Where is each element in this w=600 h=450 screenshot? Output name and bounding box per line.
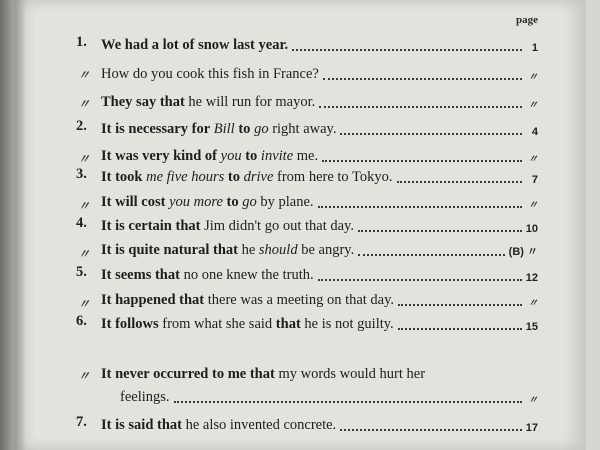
leader-dots [398, 328, 522, 330]
ditto-mark: 〃 [78, 247, 91, 261]
page-number: 4 [531, 126, 538, 138]
entry-bold: It was very kind of [101, 148, 218, 164]
entry-bold: to [226, 194, 239, 210]
leader-dots [318, 279, 522, 281]
page-number: 〃 [528, 298, 538, 309]
leader-dots [397, 181, 522, 183]
entry-bold: that [275, 316, 301, 332]
entry-number: 1. [76, 34, 87, 50]
entry-bold: They say that [101, 94, 185, 110]
entry-bold: It will cost [101, 194, 166, 210]
entry-text: Jim didn't go out that day. [204, 218, 354, 234]
ditto-mark: 〃 [78, 68, 91, 82]
entry-text: he also invented concrete. [185, 417, 337, 433]
leader-dots [358, 254, 504, 256]
page-number: (B) 〃 [508, 246, 538, 258]
leader-dots [398, 304, 522, 306]
leader-dots [174, 401, 522, 403]
entry-text: How do you cook this fish in France? [101, 66, 319, 82]
page-right-edge [564, 0, 586, 450]
entry-bold: to [245, 148, 258, 164]
ditto-mark: 〃 [78, 297, 91, 311]
leader-dots [340, 133, 522, 135]
page-number: 〃 [528, 72, 538, 83]
entry-bold: It is said that [101, 417, 182, 433]
entry-bold: to [227, 169, 240, 185]
page-number: 〃 [528, 100, 538, 111]
leader-dots [318, 206, 522, 208]
entry-italic: drive [243, 169, 274, 185]
entry-bold: It is quite natural that [101, 242, 238, 258]
page-number: 〃 [528, 154, 538, 165]
entry-number: 4. [76, 215, 87, 231]
entry-text: he [241, 242, 256, 258]
page-number: 〃 [528, 395, 538, 406]
entry-italic: should [258, 242, 298, 258]
entry-italic: you more [169, 194, 223, 210]
leader-dots [322, 160, 522, 162]
page-number: 15 [525, 321, 538, 333]
leader-dots [323, 78, 522, 80]
page-number: 1 [531, 42, 538, 54]
entry-bold: It never occurred to me that [101, 366, 275, 382]
entry-bold: It follows [101, 316, 159, 332]
entry-text: my words would hurt her [278, 366, 426, 382]
entry-italic: Bill [213, 121, 235, 137]
page-number: 7 [531, 174, 538, 186]
entry-italic: invite [260, 148, 294, 164]
binding-shadow [0, 0, 26, 450]
entry-text: he is not guilty. [304, 316, 394, 332]
entry-number: 6. [76, 313, 87, 329]
entry-bold: It happened that [101, 292, 205, 308]
entry-bold: to [238, 121, 251, 137]
leader-dots [358, 230, 522, 232]
entry-bold: It is necessary for [101, 121, 211, 137]
book-page [14, 0, 586, 450]
ditto-mark: 〃 [78, 199, 91, 213]
entry-italic: you [220, 148, 242, 164]
page-number: 〃 [528, 200, 538, 211]
page-number: 17 [525, 422, 538, 434]
entry-text: be angry. [301, 242, 355, 258]
leader-dots [319, 106, 522, 108]
entry-text: me. [296, 148, 319, 164]
entry-text: from here to Tokyo. [277, 169, 393, 185]
entry-text: right away. [272, 121, 337, 137]
entry-text: from what she said [162, 316, 273, 332]
page-column-header: page [516, 14, 538, 26]
entry-bold: It is certain that [101, 218, 201, 234]
entry-text: We had a lot of snow last year. [101, 37, 289, 53]
entry-continuation: feelings. [120, 389, 170, 405]
page-number: 12 [525, 272, 538, 284]
entry-italic: go [242, 194, 257, 210]
entry-bold: It seems that [101, 267, 180, 283]
entry-number: 3. [76, 166, 87, 182]
page-number: 10 [525, 223, 538, 235]
ditto-mark: 〃 [78, 97, 91, 111]
entry-italic: go [254, 121, 269, 137]
entry-number: 5. [76, 264, 87, 280]
leader-dots [292, 49, 522, 51]
leader-dots [340, 429, 522, 431]
entry-bold: It took [101, 169, 143, 185]
entry-number: 7. [76, 414, 87, 430]
entry-italic: me five hours [146, 169, 225, 185]
entry-text: by plane. [260, 194, 314, 210]
entry-text: he will run for mayor. [188, 94, 316, 110]
entry-number: 2. [76, 118, 87, 134]
ditto-mark: 〃 [78, 152, 91, 166]
ditto-mark: 〃 [78, 369, 91, 383]
entry-text: there was a meeting on that day. [207, 292, 395, 308]
entry-text: no one knew the truth. [183, 267, 314, 283]
